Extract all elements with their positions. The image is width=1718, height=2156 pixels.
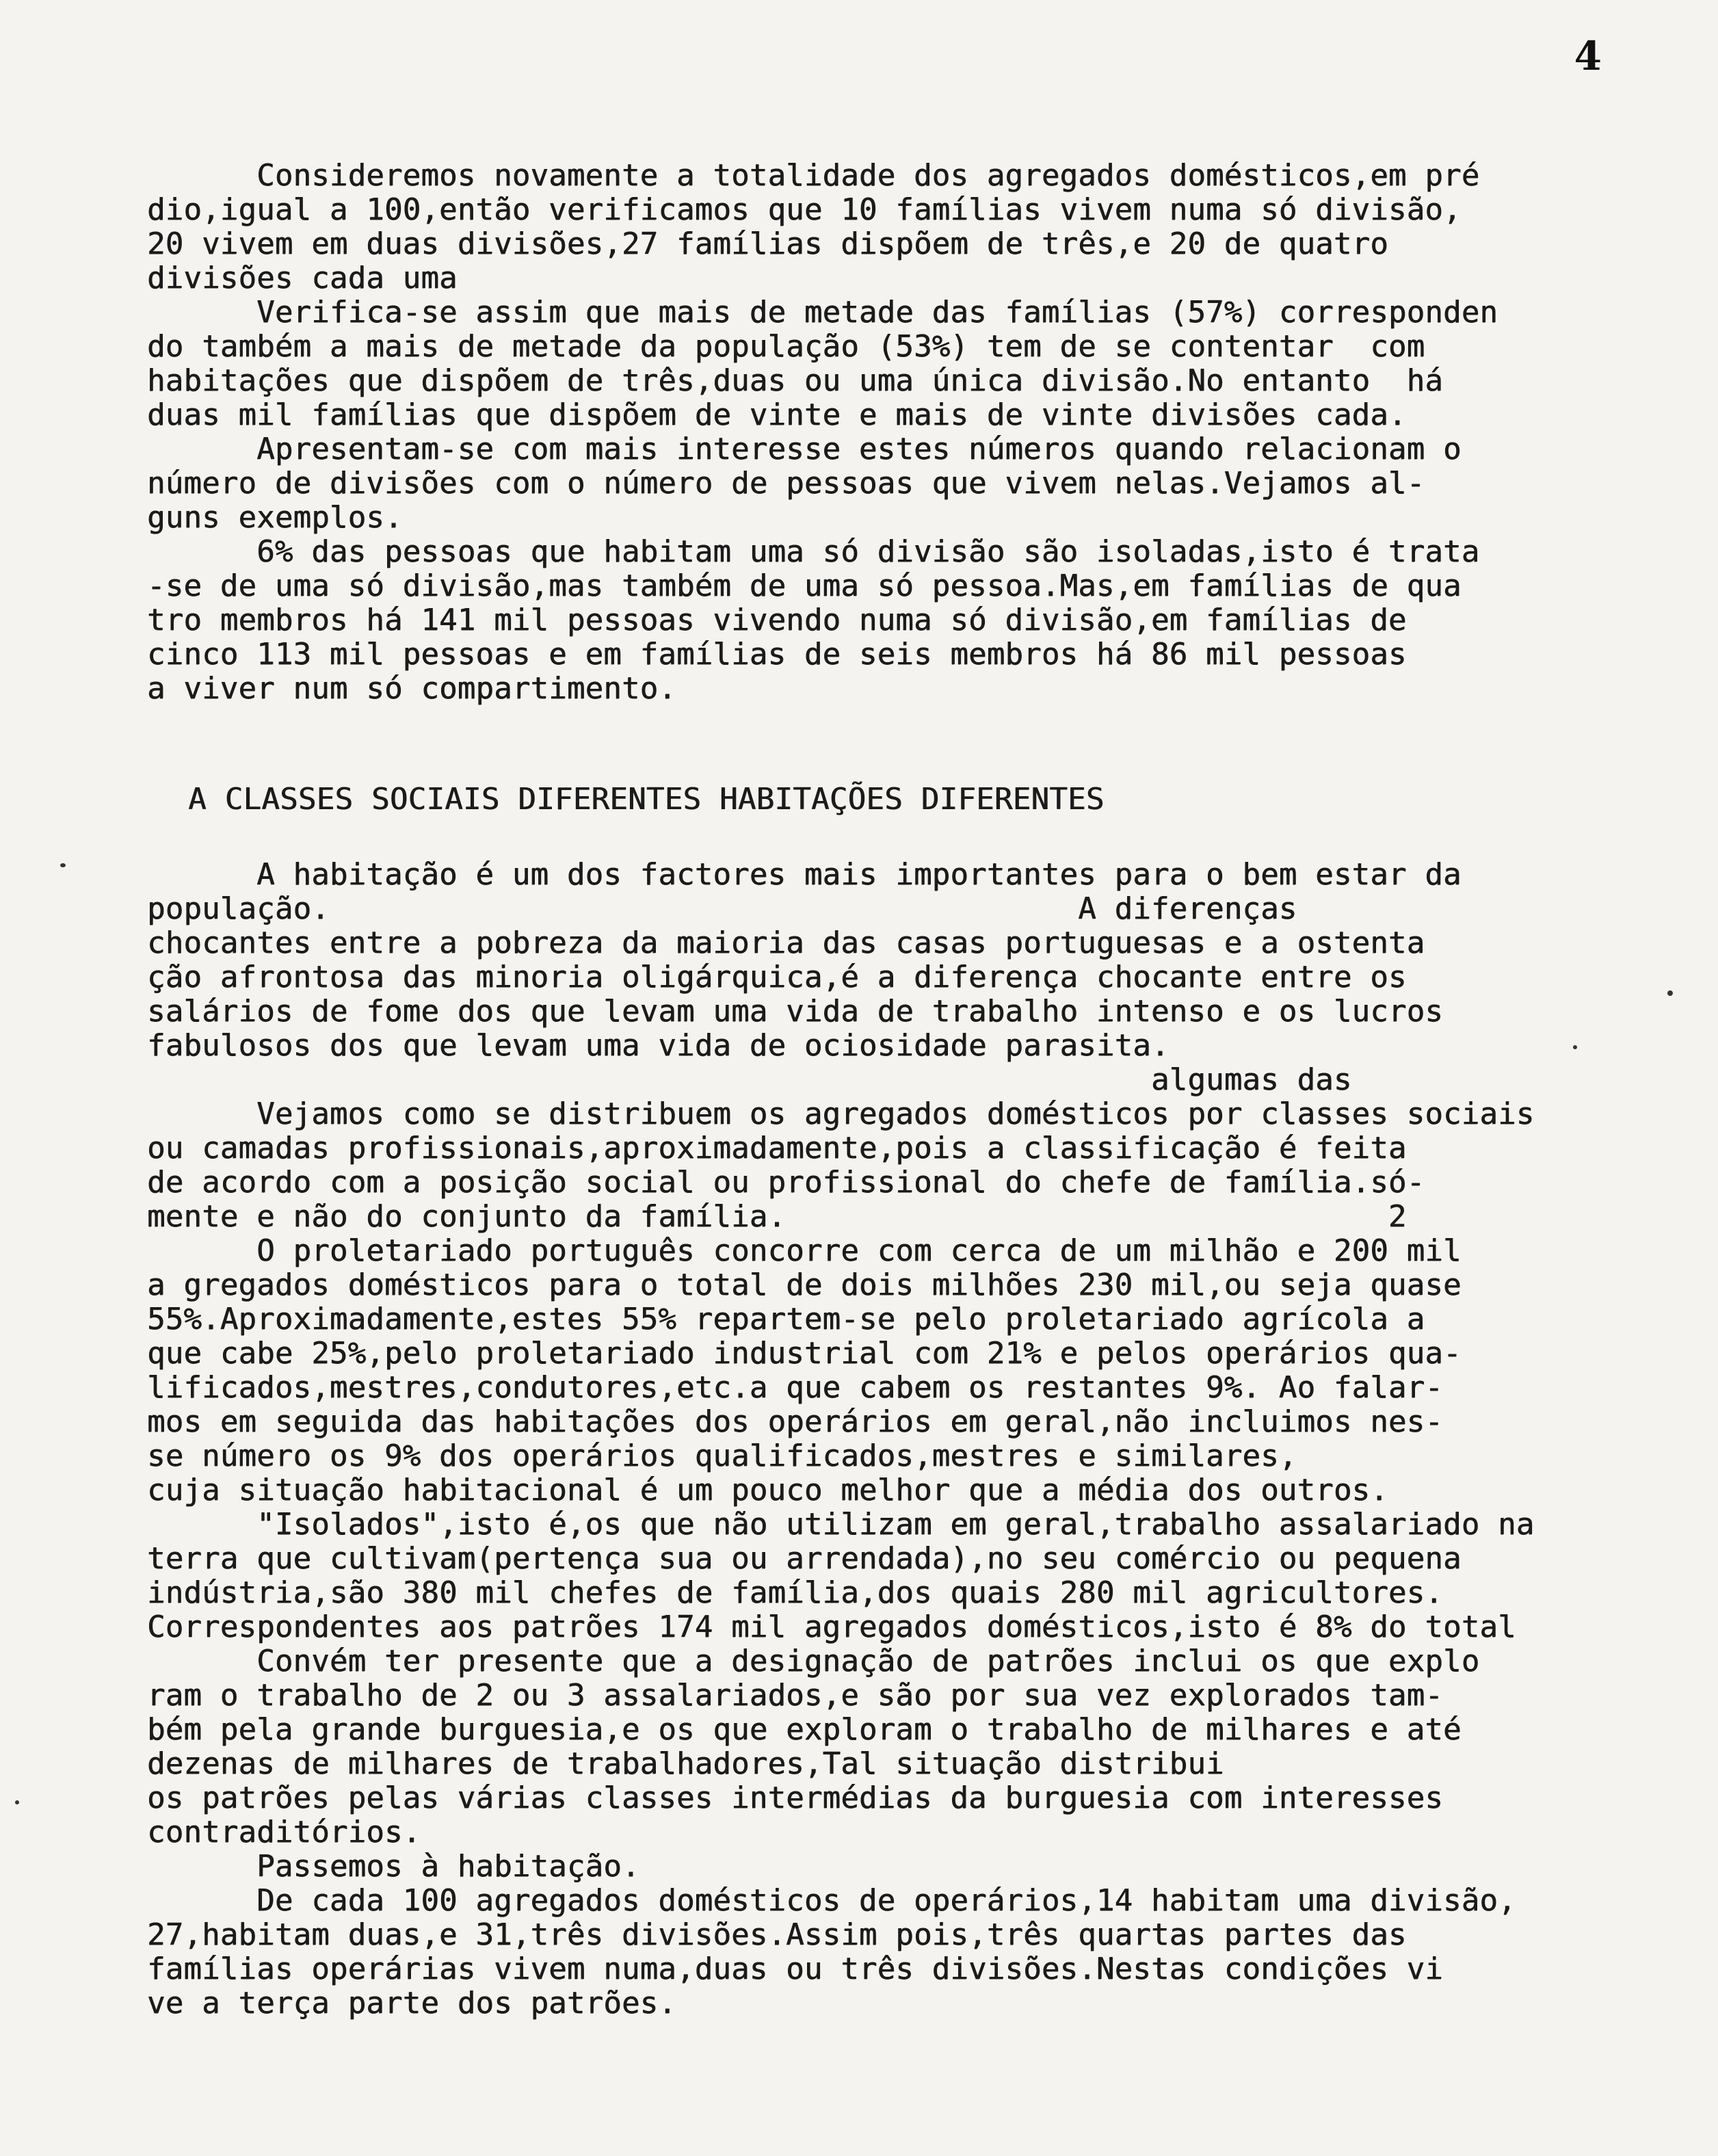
text-line: Passemos à habitação. — [147, 1849, 640, 1884]
text-line: tro membros há 141 mil pessoas vivendo numa só divisão,em famílias de — [147, 603, 1407, 637]
text-line: dio,igual a 100,então verificamos que 10 famílias vivem numa só divisão, — [147, 192, 1462, 227]
main-paragraphs — [147, 858, 1611, 2021]
paper-speck — [1667, 990, 1673, 996]
text-line: indústria,são 380 mil chefes de família,dos quais 280 mil agricultores. — [147, 1575, 1444, 1610]
text-line: "Isolados",isto é,os que não utilizam em geral,trabalho assalariado na — [147, 1507, 1535, 1542]
text-line: dezenas de milhares de trabalhadores,Tal situação distribui — [147, 1746, 1224, 1781]
intro-paragraphs — [147, 159, 1611, 706]
text-line: a gregados domésticos para o total de dois milhões 230 mil,ou seja quase — [147, 1267, 1462, 1302]
heading-spacer — [147, 818, 1611, 858]
text-line: lificados,mestres,condutores,etc.a que cabem os restantes 9%. Ao falar- — [147, 1370, 1444, 1405]
section-heading: A CLASSES SOCIAIS DIFERENTES HABITAÇÕES DIFERENTES — [188, 782, 1105, 817]
paper-speck — [1573, 1045, 1577, 1049]
text-line: ram o trabalho de 2 ou 3 assalariados,e são por sua vez explorados tam- — [147, 1678, 1444, 1713]
text-line: do também a mais de metade da população (53%) tem de se contentar com — [147, 329, 1425, 364]
text-line: A habitação é um dos factores mais importantes para o bem estar da — [147, 857, 1462, 892]
text-line: Verifica-se assim que mais de metade das famílias (57%) corresponden — [147, 295, 1498, 330]
text-line: se número os 9% dos operários qualificados,mestres e similares, — [147, 1438, 1297, 1473]
section-spacer — [147, 706, 1611, 781]
handwritten-insertion: algumas das — [147, 1062, 1352, 1097]
text-line: O proletariado português concorre com cerca de um milhão e 200 mil — [147, 1233, 1462, 1268]
text-line: famílias operárias vivem numa,duas ou três divisões.Nestas condições vi — [147, 1951, 1444, 1986]
text-line: divisões cada uma — [147, 261, 458, 295]
text-line: contraditórios. — [147, 1815, 421, 1850]
text-line: ve a terça parte dos patrões. — [147, 1986, 677, 2021]
text-line: guns exemplos. — [147, 500, 403, 535]
text-line: habitações que dispõem de três,duas ou uma única divisão.No entanto há — [147, 363, 1444, 398]
text-line: ção afrontosa das minoria oligárquica,é a diferença chocante entre os — [147, 960, 1407, 995]
text-line: -se de uma só divisão,mas também de uma só pessoa.Mas,em famílias de qua — [147, 568, 1462, 603]
text-line: número de divisões com o número de pessoas que vivem nelas.Vejamos al- — [147, 466, 1425, 501]
text-line: salários de fome dos que levam uma vida de trabalho intenso e os lucros — [147, 994, 1444, 1029]
text-line: 20 vivem em duas divisões,27 famílias dispõem de três,e 20 de quatro — [147, 226, 1388, 261]
text-line: Apresentam-se com mais interesse estes números quando relacionam o — [147, 432, 1462, 466]
text-line: mos em seguida das habitações dos operários em geral,não incluimos nes- — [147, 1404, 1444, 1439]
text-line: cinco 113 mil pessoas e em famílias de seis membros há 86 mil pessoas — [147, 637, 1407, 672]
text-line: Correspondentes aos patrões 174 mil agregados domésticos,isto é 8% do total — [147, 1609, 1516, 1644]
text-line: população. A diferenças — [147, 891, 1297, 926]
text-line: bém pela grande burguesia,e os que exploram o trabalho de milhares e até — [147, 1712, 1462, 1747]
text-line: de acordo com a posição social ou profissional do chefe de família.só- — [147, 1165, 1425, 1200]
text-line: chocantes entre a pobreza da maioria das casas portuguesas e a ostenta — [147, 925, 1425, 960]
text-line: cuja situação habitacional é um pouco melhor que a média dos outros. — [147, 1473, 1388, 1508]
text-line: ou camadas profissionais,aproximadamente,pois a classificação é feita — [147, 1131, 1407, 1166]
text-line: Vejamos como se distribuem os agregados domésticos por classes sociais — [147, 1096, 1535, 1131]
text-line: terra que cultivam(pertença sua ou arrendada),no seu comércio ou pequena — [147, 1541, 1462, 1576]
text-line: Consideremos novamente a totalidade dos agregados domésticos,em pré — [147, 158, 1480, 193]
text-line: duas mil famílias que dispõem de vinte e mais de vinte divisões cada. — [147, 397, 1407, 432]
text-line: a viver num só compartimento. — [147, 671, 677, 706]
text-line: Convém ter presente que a designação de patrões inclui os que explo — [147, 1644, 1480, 1679]
document-body — [147, 159, 1611, 2021]
page-number: 4 — [1574, 33, 1602, 79]
paper-speck — [15, 1800, 19, 1804]
text-line: os patrões pelas várias classes intermédias da burguesia com interesses — [147, 1780, 1444, 1815]
text-line: 27,habitam duas,e 31,três divisões.Assim pois,três quartas partes das — [147, 1917, 1407, 1952]
text-line: De cada 100 agregados domésticos de operários,14 habitam uma divisão, — [147, 1883, 1516, 1918]
text-line: fabulosos dos que levam uma vida de ociosidade parasita. — [147, 1028, 1169, 1063]
text-line: mente e não do conjunto da família. 2 — [147, 1199, 1407, 1234]
text-line: 6% das pessoas que habitam uma só divisão são isoladas,isto é trata — [147, 534, 1480, 569]
text-line: 55%.Aproximadamente,estes 55% repartem-se pelo proletariado agrícola a — [147, 1302, 1425, 1337]
text-line: que cabe 25%,pelo proletariado industrial com 21% e pelos operários qua- — [147, 1336, 1462, 1371]
paper-speck — [60, 863, 66, 867]
